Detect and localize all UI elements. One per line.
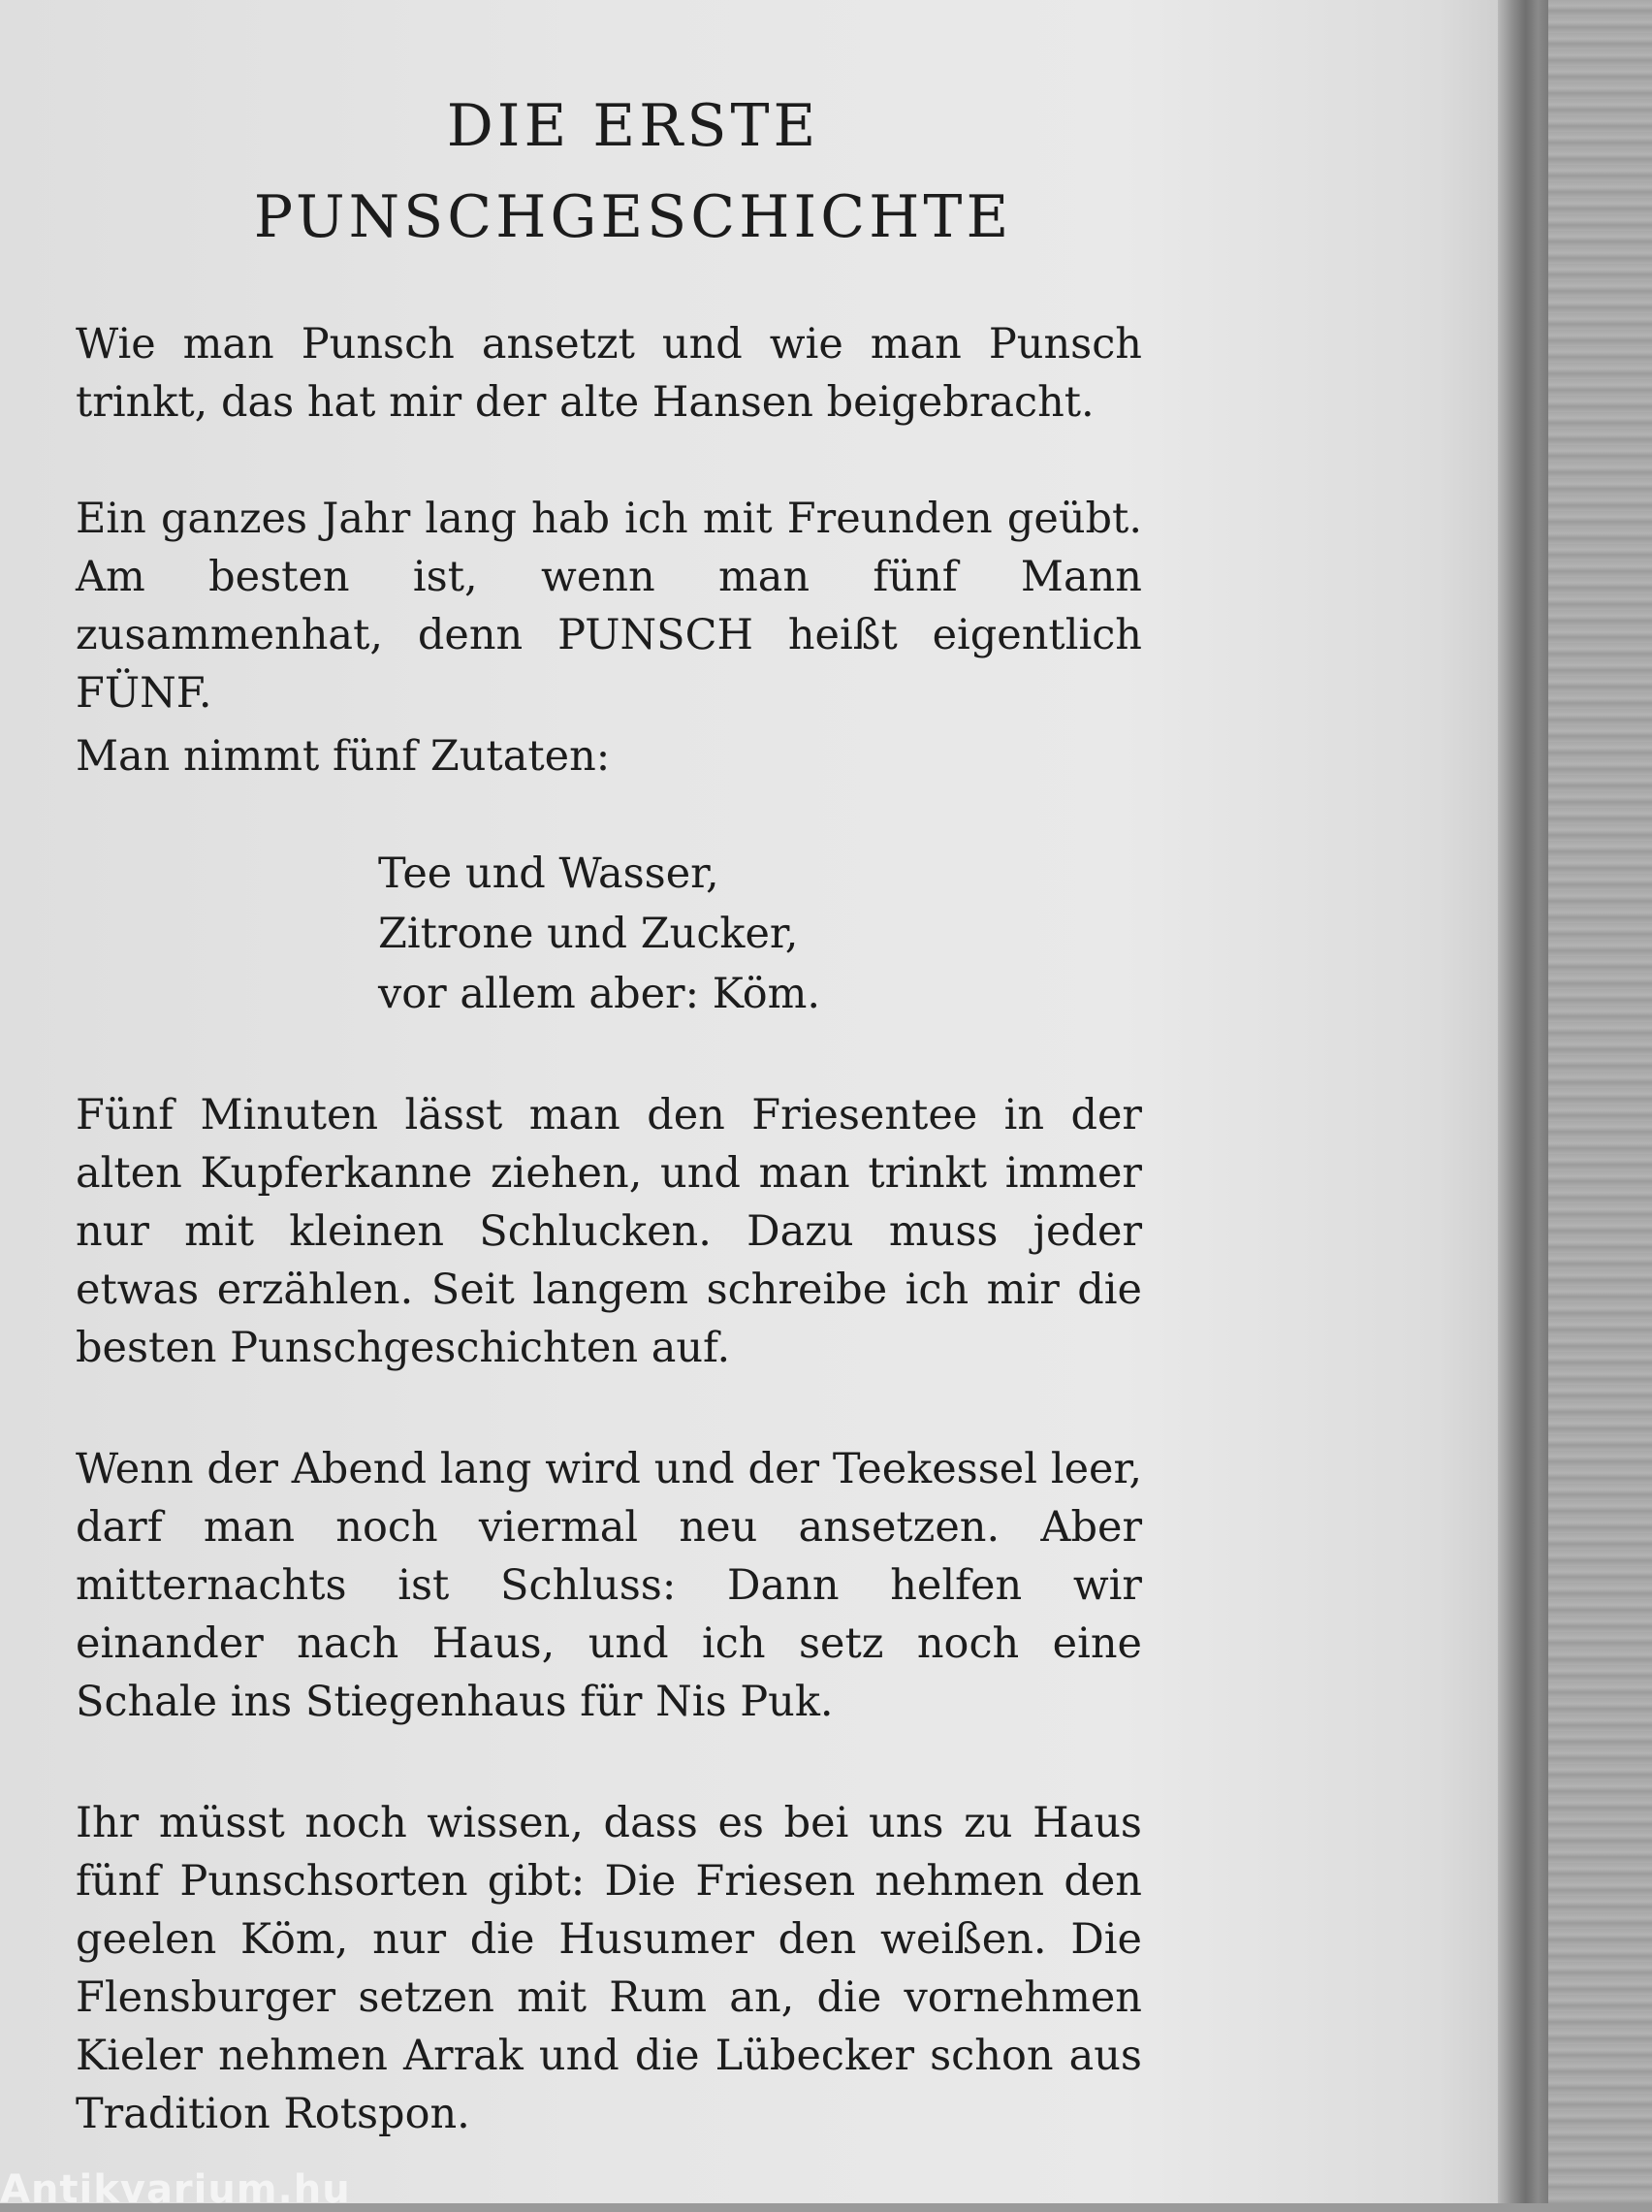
ingredient-line-3: vor allem aber: Köm. [378,970,821,1018]
chapter-title-line-1: DIE ERSTE [446,92,820,160]
ingredient-line-1: Tee und Wasser, [378,850,719,898]
paragraph-6: Ihr müsst noch wissen, dass es bei uns zu Haus fünf Punschsorten gibt: Die Friesen nehmen den geelen Köm, nur die Husumer den weißen. Die Flensburger setzen mit Rum an, die vornehmen Kieler nehmen Arrak und die Lübecker schon aus Tradition Rotspon. [76,1799,1142,2138]
ingredient-line-2: Zitrone und Zucker, [378,910,799,958]
watermark: Antikvarium.hu [0,2167,351,2212]
paragraph-4: Fünf Minuten lässt man den Friesentee in der alten Kupferkanne ziehen, und man trinkt immer nur mit kleinen Schlucken. Dazu muss jeder etwas erzählen. Seit langem schreibe ich mir die besten Punschgeschichten auf. [76,1091,1142,1372]
paragraph-1: Wie man Punsch ansetzt und wie man Punsch trinkt, das hat mir der alte Hansen beigebracht. [76,320,1142,427]
paragraph-3: Man nimmt fünf Zutaten: [76,732,611,781]
paragraph-5: Wenn der Abend lang wird und der Teekessel leer, darf man noch viermal neu ansetzen. Aber mitternachts ist Schluss: Dann helfen wir einander nach Haus, und ich setz noch eine Schale ins Stiegenhaus für Nis Puk. [76,1445,1142,1726]
background-surface [1548,0,1652,2203]
chapter-title-line-2: PUNSCHGESCHICHTE [253,183,1013,251]
book-spine [1498,0,1548,2203]
paragraph-2: Ein ganzes Jahr lang hab ich mit Freunden geübt. Am besten ist, wenn man fünf Mann zusammenhat, denn PUNSCH heißt eigentlich FÜNF. [76,495,1142,718]
